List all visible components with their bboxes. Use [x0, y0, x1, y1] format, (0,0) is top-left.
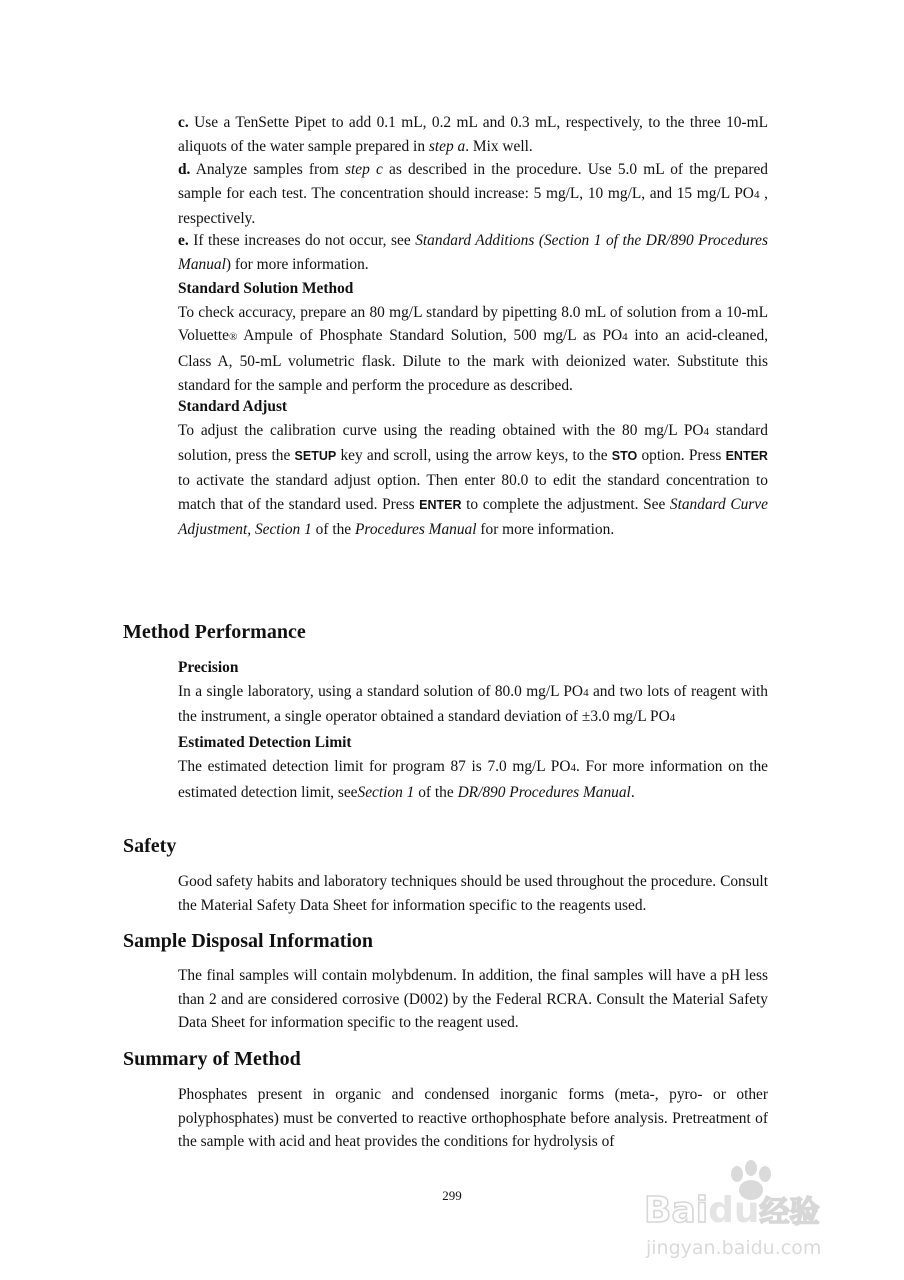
standard-adjust-text-3: key and scroll, using the arrow keys, to the — [340, 447, 608, 465]
standard-adjust-section — [178, 395, 768, 541]
safety-text: Good safety habits and laboratory techniques should be used throughout the procedure. Consult the Material Safety Data Sheet for information specific to the reagents used. — [178, 873, 768, 914]
step-c-letter: c. — [178, 114, 189, 131]
edl-subscript: 4 — [570, 761, 576, 774]
step-d-text-mid: as described in the procedure. Use 5.0 mL of the prepared sample for each test. The concentration should increase: 5 mg/L, 10 mg/L, and 15 mg/L PO — [178, 161, 768, 202]
standard-adjust-heading: Standard Adjust — [178, 398, 288, 415]
precision-text — [178, 680, 768, 731]
edl-text-1: The estimated detection limit for program 87 is 7.0 mg/L PO — [178, 757, 571, 775]
setup-key-label: SETUP — [294, 449, 337, 464]
safety-heading: Safety — [123, 835, 177, 857]
step-c-text-end: . Mix well. — [465, 137, 533, 155]
summary-heading: Summary of Method — [123, 1048, 301, 1070]
step-e-text-end: ) for more information. — [225, 255, 369, 273]
disposal-text: The final samples will contain molybdenum. In addition, the final samples will have a pH less than 2 and are considered corrosive (D002) by the Federal RCRA. Consult the Material Safety Data Sheet for information specific to the reagent used. — [178, 967, 768, 1032]
standard-adjust-text-8: for more information. — [480, 520, 615, 538]
step-e-text: If these increases do not occur, see — [193, 232, 411, 249]
standard-solution-text — [178, 301, 768, 398]
standard-adjust-text-4: option. Press — [641, 447, 722, 465]
step-d-text: Analyze samples from — [195, 161, 339, 178]
standard-solution-heading: Standard Solution Method — [178, 280, 354, 297]
standard-adjust-text-2: standard solution, press the — [178, 421, 768, 465]
method-performance-heading: Method Performance — [123, 621, 306, 643]
watermark-url: jingyan.baidu.com — [646, 1237, 822, 1259]
sto-key-label: STO — [611, 449, 638, 464]
step-d-ref: step c — [345, 161, 383, 178]
standard-adjust-text-7: of the — [315, 520, 352, 538]
step-e-letter: e. — [178, 232, 189, 249]
precision-subscript-2: 4 — [669, 712, 676, 725]
step-d-text-end: , respectively. — [178, 184, 768, 228]
step-e-ref: Standard Additions (Section 1 of the DR/890 Procedures Manual — [178, 232, 768, 273]
edl-heading: Estimated Detection Limit — [178, 734, 352, 752]
standard-solution-text-1: To check accuracy, prepare an 80 mg/L standard by pipetting 8.0 mL of solution from a 10-mL Voluette — [178, 303, 768, 345]
standard-solution-section — [178, 277, 768, 398]
standard-solution-text-2: Ampule of Phosphate Standard Solution, 500 mg/L as PO — [243, 327, 623, 345]
standard-adjust-text-5: to activate the standard adjust option. Then enter 80.0 to edit the standard concentration to match that of the standard used. Press — [178, 472, 768, 513]
precision-text-2: and two lots of reagent with the instrument, a single operator obtained a standard deviation of ±3.0 mg/L PO — [178, 682, 768, 726]
standard-solution-text-3: into an acid-cleaned, Class A, 50-mL volumetric flask. Dilute to the mark with deionized water. Substitute this standard for the sample and perform the procedure as described. — [178, 327, 768, 394]
edl-text-2: . For more information on the estimated detection limit, see — [178, 757, 768, 801]
summary-text: Phosphates present in organic and condensed inorganic forms (meta-, pyro- or other polyphosphates) must be converted to reactive orthophosphate before analysis. Pretreatment of the sample with acid and heat provides the conditions for hydrolysis of — [178, 1086, 768, 1151]
precision-subscript-1: 4 — [583, 686, 589, 699]
enter-key-label-2: ENTER — [419, 497, 462, 512]
precision-heading: Precision — [178, 659, 239, 676]
step-e — [178, 229, 768, 276]
step-c — [178, 111, 768, 158]
step-c-ref: step a — [428, 137, 466, 155]
step-d — [178, 158, 768, 231]
step-c-text: Use a TenSette Pipet to add 0.1 mL, 0.2 mL and 0.3 mL, respectively, to the three 10-mL aliquots of the water sample prepared in — [178, 114, 768, 155]
edl-text-4: . — [630, 783, 635, 801]
disposal-heading: Sample Disposal Information — [123, 930, 374, 952]
page-number: 299 — [442, 1188, 462, 1203]
standard-solution-subscript: 4 — [622, 331, 628, 344]
edl-text — [178, 755, 768, 804]
watermark-brand: Baidu经验 — [644, 1190, 820, 1231]
edl-text-3: of the — [418, 783, 454, 801]
step-d-subscript: 4 — [753, 188, 760, 201]
precision-section — [178, 656, 768, 804]
standard-adjust-subscript: 4 — [703, 425, 710, 438]
standard-adjust-text-6: to complete the adjustment. See — [466, 495, 666, 513]
precision-text-1: In a single laboratory, using a standard solution of 80.0 mg/L PO — [178, 682, 584, 700]
standard-curve-ref: Standard Curve Adjustment, Section 1 — [178, 495, 768, 538]
step-d-letter: d. — [178, 161, 191, 178]
baidu-jingyan-watermark — [640, 1150, 880, 1270]
edl-manual-ref: DR/890 Procedures Manual — [457, 783, 631, 801]
edl-section-ref: Section 1 — [357, 783, 415, 801]
registered-mark: ® — [229, 331, 238, 344]
procedures-manual-ref: Procedures Manual — [355, 520, 477, 538]
enter-key-label: ENTER — [725, 449, 768, 464]
standard-adjust-text — [178, 419, 768, 542]
standard-adjust-text-1: To adjust the calibration curve using the reading obtained with the 80 mg/L PO — [178, 421, 704, 439]
